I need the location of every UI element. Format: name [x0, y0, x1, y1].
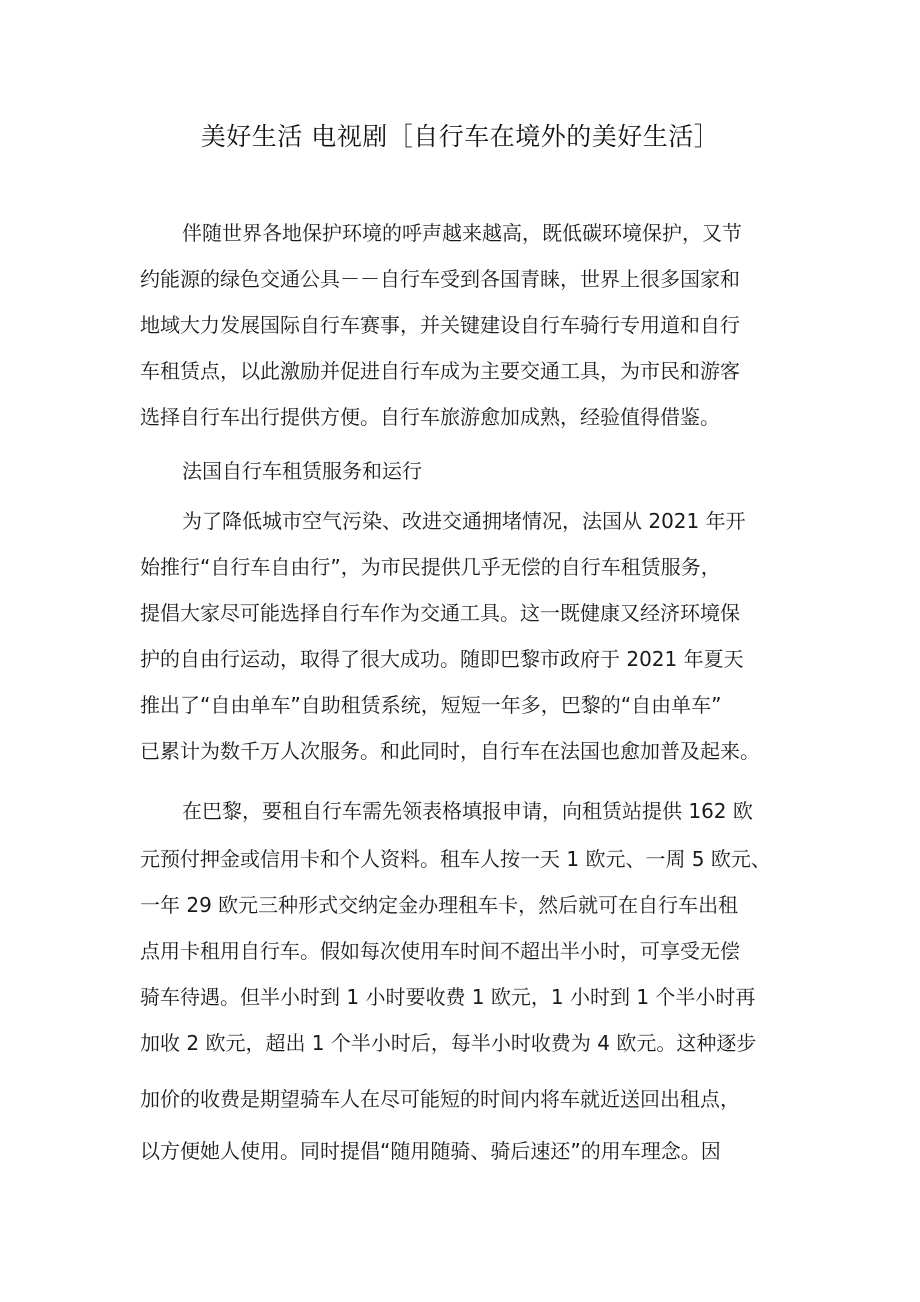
paragraph-line: 元预付押金或信用卡和个人资料。租车人按一天 1 欧元、一周 5 欧元、 — [140, 847, 771, 871]
paragraph-line: 以方便她人使用。同时提倡“随用随骑、骑后速还”的用车理念。因 — [140, 1139, 721, 1163]
paragraph-line: 一年 29 欧元三种形式交纳定金办理租车卡，然后就可在自行车出租 — [140, 893, 739, 917]
paragraph-line: 为了降低城市空气污染、改进交通拥堵情况，法国从 2021 年开 — [182, 509, 746, 533]
paragraph-line: 车租赁点，以此激励并促进自行车成为主要交通工具，为市民和游客 — [140, 359, 740, 383]
paragraph-line: 伴随世界各地保护环境的呼声越来越高，既低碳环境保护，又节 — [182, 221, 742, 245]
paragraph-line: 选择自行车出行提供方便。自行车旅游愈加成熟，经验值得借鉴。 — [140, 405, 720, 429]
paragraph-line: 护的自由行运动，取得了很大成功。随即巴黎市政府于 2021 年夏天 — [140, 647, 744, 671]
paragraph-line: 加价的收费是期望骑车人在尽可能短的时间内将车就近送回出租点， — [140, 1087, 740, 1111]
paragraph-line: 推出了“自由单车”自助租赁系统，短短一年多，巴黎的“自由单车” — [140, 693, 722, 717]
paragraph-line: 点用卡租用自行车。假如每次使用车时间不超出半小时，可享受无偿 — [140, 939, 740, 963]
paragraph-line: 在巴黎，要租自行车需先领表格填报申请，向租赁站提供 162 欧 — [182, 799, 753, 823]
section-heading: 法国自行车租赁服务和运行 — [182, 459, 422, 483]
paragraph-line: 已累计为数千万人次服务。和此同时，自行车在法国也愈加普及起来。 — [140, 739, 760, 763]
document-title: 美好生活 电视剧［自行车在境外的美好生活］ — [200, 122, 720, 151]
paragraph-line: 地域大力发展国际自行车赛事，并关键建设自行车骑行专用道和自行 — [140, 313, 740, 337]
paragraph-line: 加收 2 欧元，超出 1 个半小时后，每半小时收费为 4 欧元。这种逐步 — [140, 1031, 757, 1055]
paragraph-line: 始推行“自行车自由行”，为市民提供几乎无偿的自行车租赁服务， — [140, 555, 721, 579]
paragraph-line: 骑车待遇。但半小时到 1 小时要收费 1 欧元，1 小时到 1 个半小时再 — [140, 985, 756, 1009]
paragraph-line: 约能源的绿色交通公具－－自行车受到各国青睐，世界上很多国家和 — [140, 267, 740, 291]
paragraph-line: 提倡大家尽可能选择自行车作为交通工具。这一既健康又经济环境保 — [140, 601, 740, 625]
